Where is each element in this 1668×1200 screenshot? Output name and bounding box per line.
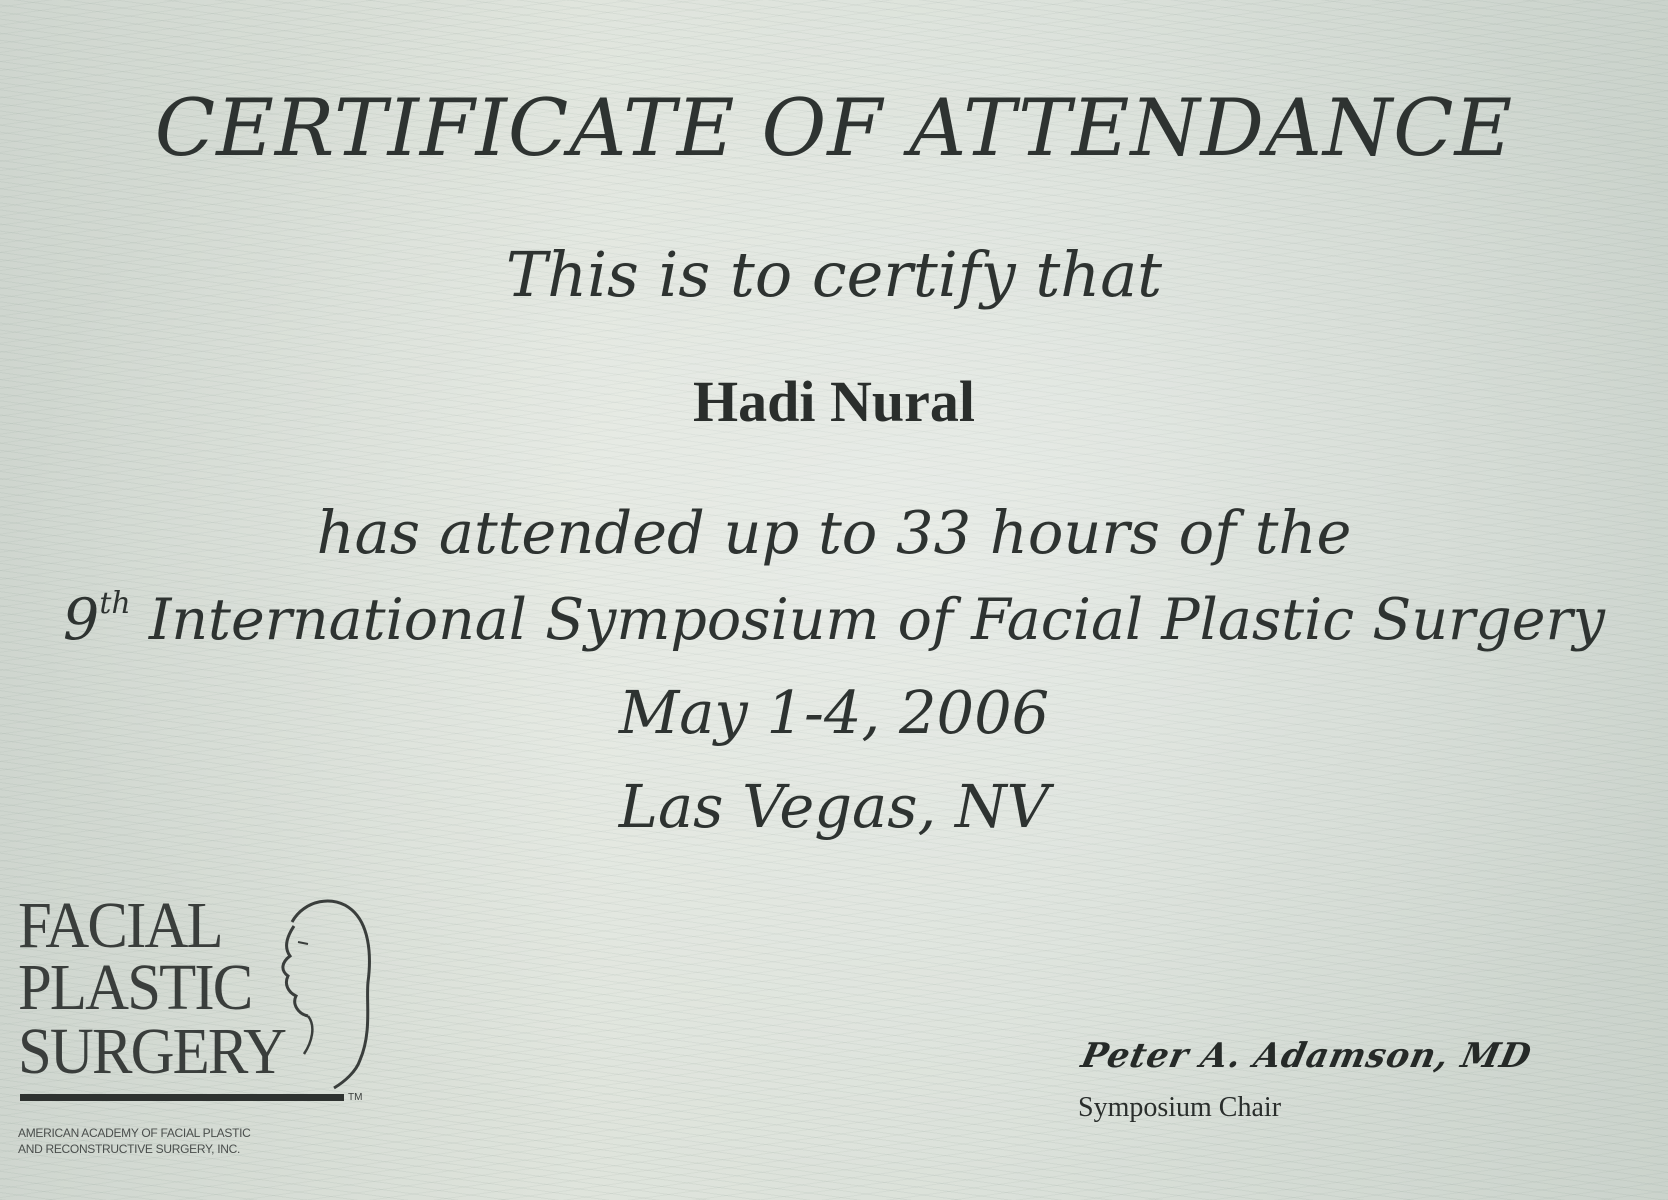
certificate-title: CERTIFICATE OF ATTENDANCE <box>154 82 1514 174</box>
logo-underline <box>20 1094 344 1101</box>
logo-word-plastic: PLASTIC <box>18 951 252 1024</box>
logo-word-facial: FACIAL <box>18 889 222 962</box>
face-profile-icon <box>264 892 384 1092</box>
logo-trademark: TM <box>348 1092 363 1103</box>
logo-org-line1: AMERICAN ACADEMY OF FACIAL PLASTIC <box>18 1126 251 1140</box>
event-ordinal-suffix: th <box>99 586 131 621</box>
facial-plastic-surgery-logo <box>14 889 384 1162</box>
logo-word-surgery: SURGERY <box>18 1015 286 1088</box>
logo-org-line2: AND RECONSTRUCTIVE SURGERY, INC. <box>18 1142 240 1156</box>
signatory-title: Symposium Chair <box>1078 1092 1282 1123</box>
chair-signature: Peter A. Adamson, MD <box>1077 1036 1536 1076</box>
attendance-hours: has attended up to 33 hours of the <box>316 498 1352 567</box>
event-name: International Symposium of Facial Plastic Surgery <box>148 587 1605 653</box>
event-date: May 1-4, 2006 <box>618 678 1050 747</box>
event-location: Las Vegas, NV <box>618 772 1050 841</box>
event-line <box>0 586 1668 653</box>
event-ordinal-number: 9 <box>63 587 100 653</box>
certify-intro: This is to certify that <box>505 238 1163 311</box>
recipient-name: Hadi Nural <box>693 369 975 434</box>
